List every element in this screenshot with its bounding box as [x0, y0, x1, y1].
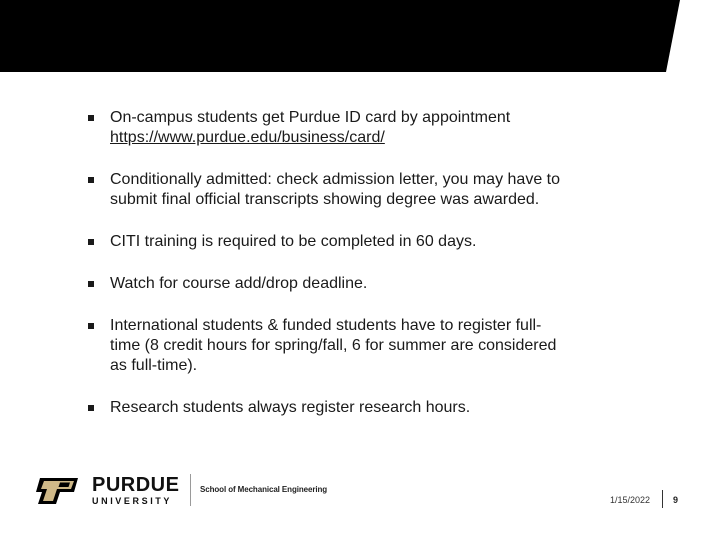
slide-content — [88, 108, 648, 440]
bullet-line: CITI training is required to be completed in 60 days. — [110, 233, 477, 250]
bullet-line: Conditionally admitted: check admission letter, you may have to — [110, 171, 561, 188]
slide-date: 1/15/2022 — [610, 495, 651, 505]
header-band — [0, 0, 720, 72]
wordmark-university: UNIVERSITY — [92, 496, 173, 506]
bullet-line: On-campus students get Purdue ID card by appointment — [110, 109, 511, 126]
page-number: 9 — [673, 495, 679, 505]
bullet-line: time (8 credit hours for spring/fall, 6 for summer are considered — [110, 337, 557, 354]
purdue-wordmark — [92, 474, 179, 507]
bullet-item — [88, 398, 648, 418]
logo-divider — [190, 474, 191, 506]
footer-separator — [662, 490, 663, 508]
wordmark-purdue: PURDUE — [92, 474, 180, 496]
bullet-marker-icon — [88, 239, 94, 245]
bullet-line: submit final official transcripts showing degree was awarded. — [110, 191, 540, 208]
bullet-marker-icon — [88, 323, 94, 329]
bullet-marker-icon — [88, 115, 94, 121]
bullet-line: International students & funded students have to register full- — [110, 317, 542, 334]
bullet-item — [88, 108, 648, 148]
bullet-marker-icon — [88, 177, 94, 183]
purdue-card-link[interactable]: https://www.purdue.edu/business/card/ — [110, 129, 385, 146]
purdue-p-logo-icon — [34, 476, 86, 506]
bullet-line: Watch for course add/drop deadline. — [110, 275, 368, 292]
bullet-line: Research students always register research hours. — [110, 399, 471, 416]
bullet-line: as full-time). — [110, 357, 198, 374]
bullet-item — [88, 316, 648, 376]
bullet-item — [88, 274, 648, 294]
slide-footer — [0, 468, 720, 540]
header-band-shape — [0, 0, 720, 72]
department-name: School of Mechanical Engineering — [200, 485, 328, 494]
bullet-item — [88, 232, 648, 252]
bullet-item — [88, 170, 648, 210]
bullet-marker-icon — [88, 405, 94, 411]
bullet-marker-icon — [88, 281, 94, 287]
